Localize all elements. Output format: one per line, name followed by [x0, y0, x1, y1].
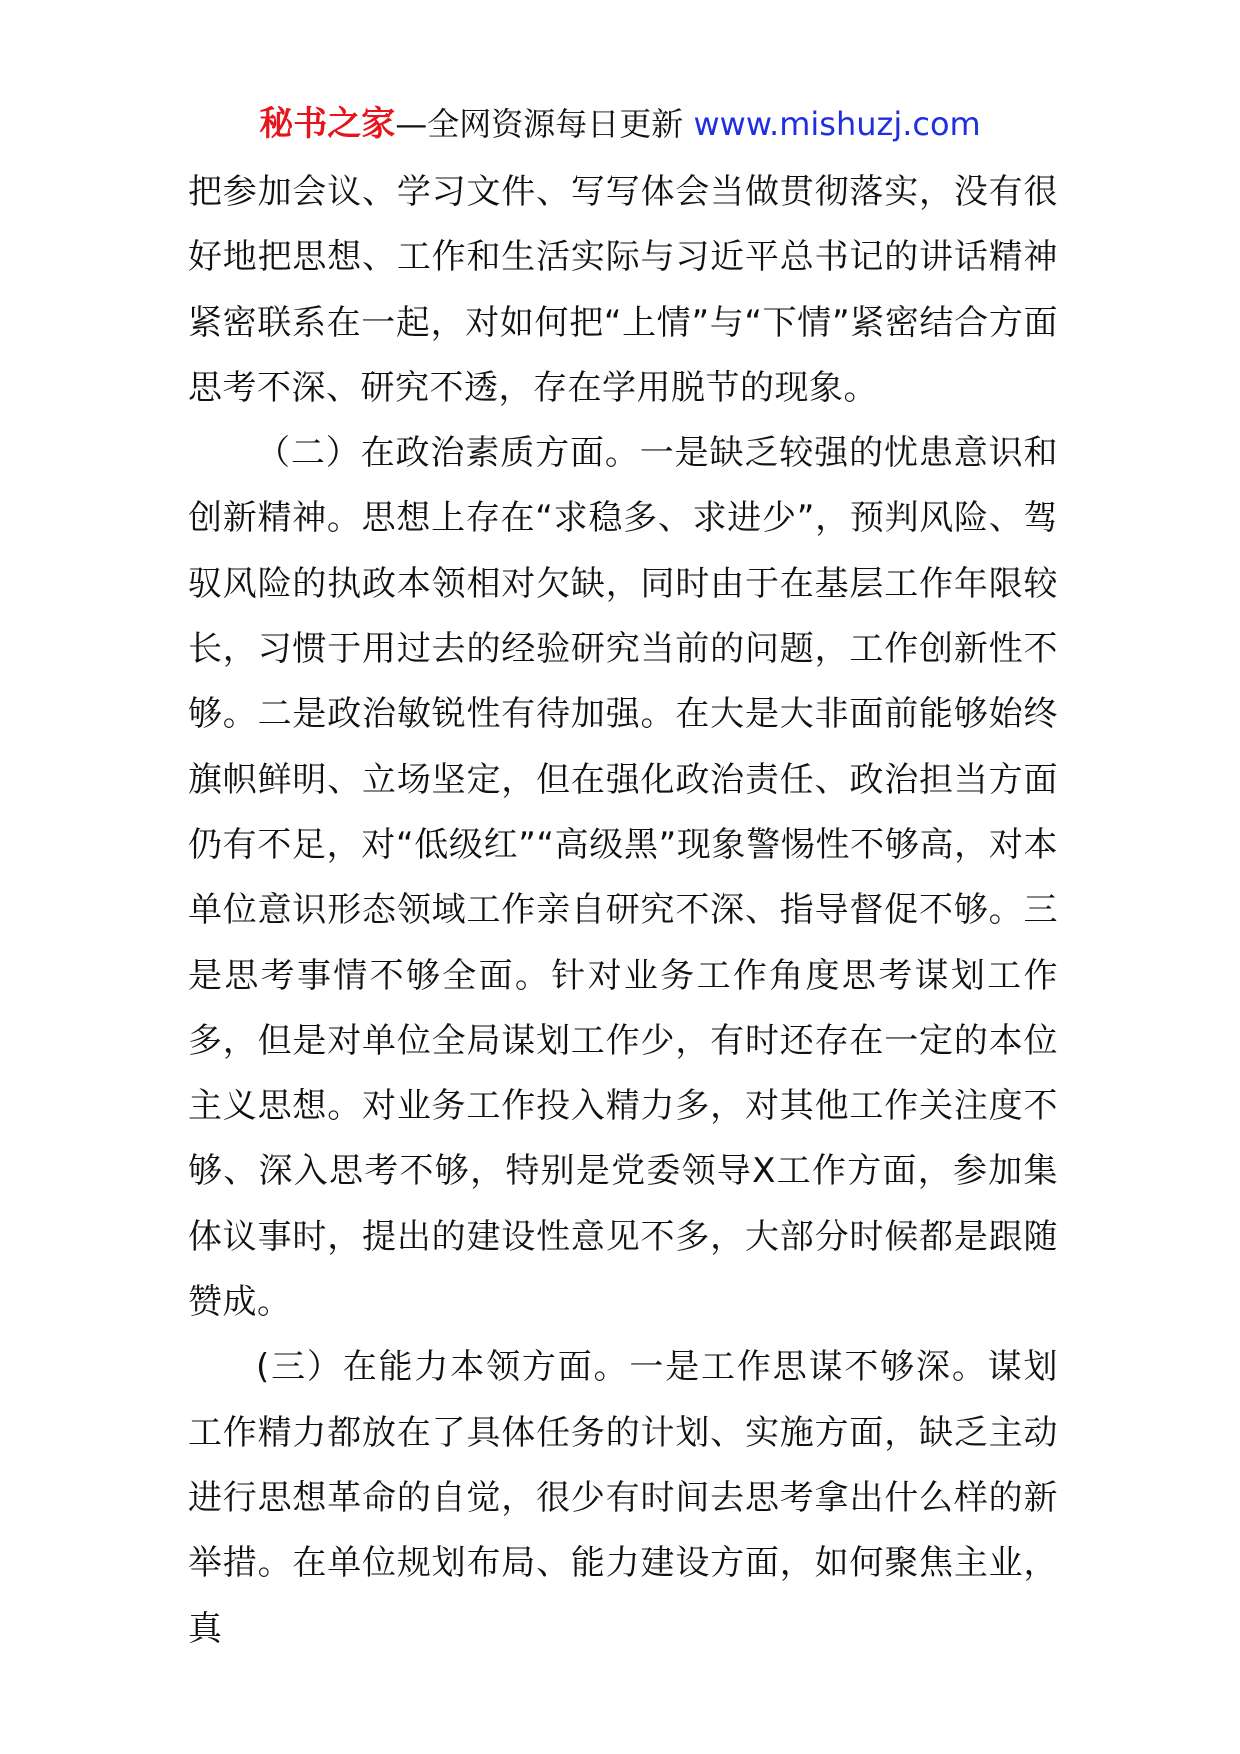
- paragraph-political-quality: （二）在政治素质方面。一是缺乏较强的忧患意识和创新精神。思想上存在“求稳多、求进少”，预判风险、驾驭风险的执政本领相对欠缺，同时由于在基层工作年限较长，习惯于用过去的经验研究当前的问题，工作创新性不够。二是政治敏锐性有待加强。在大是大非面前能够始终旗帜鲜明、立场坚定，但在强化政治责任、政治担当方面仍有不足，对“低级红”“高级黑”现象警惕性不够高，对本单位意识形态领域工作亲自研究不深、指导督促不够。三是思考事情不够全面。针对业务工作角度思考谋划工作多，但是对单位全局谋划工作少，有时还存在一定的本位主义思想。对业务工作投入精力多，对其他工作关注度不够、深入思考不够，特别是党委领导X工作方面，参加集体议事时，提出的建设性意见不多，大部分时候都是跟随赞成。: [188, 433, 1058, 1323]
- page-header: [0, 100, 1240, 148]
- paragraph-ability: (三）在能力本领方面。一是工作思谋不够深。谋划工作精力都放在了具体任务的计划、实施方面，缺乏主动进行思想革命的自觉，很少有时间去思考拿出什么样的新举措。在单位规划布局、能力建设方面，如何聚焦主业，真: [188, 1347, 1058, 1649]
- header-tagline: —全网资源每日更新: [395, 105, 694, 143]
- brand-name: 秘书之家: [259, 104, 396, 144]
- document-body: [188, 160, 1058, 1662]
- website-link[interactable]: www.mishuzj.com: [693, 105, 981, 143]
- paragraph-continuation: 把参加会议、学习文件、写写体会当做贯彻落实，没有很好地把思想、工作和生活实际与习近平总书记的讲话精神紧密联系在一起，对如何把“上情”与“下情”紧密结合方面思考不深、研究不透，存在学用脱节的现象。: [188, 172, 1058, 408]
